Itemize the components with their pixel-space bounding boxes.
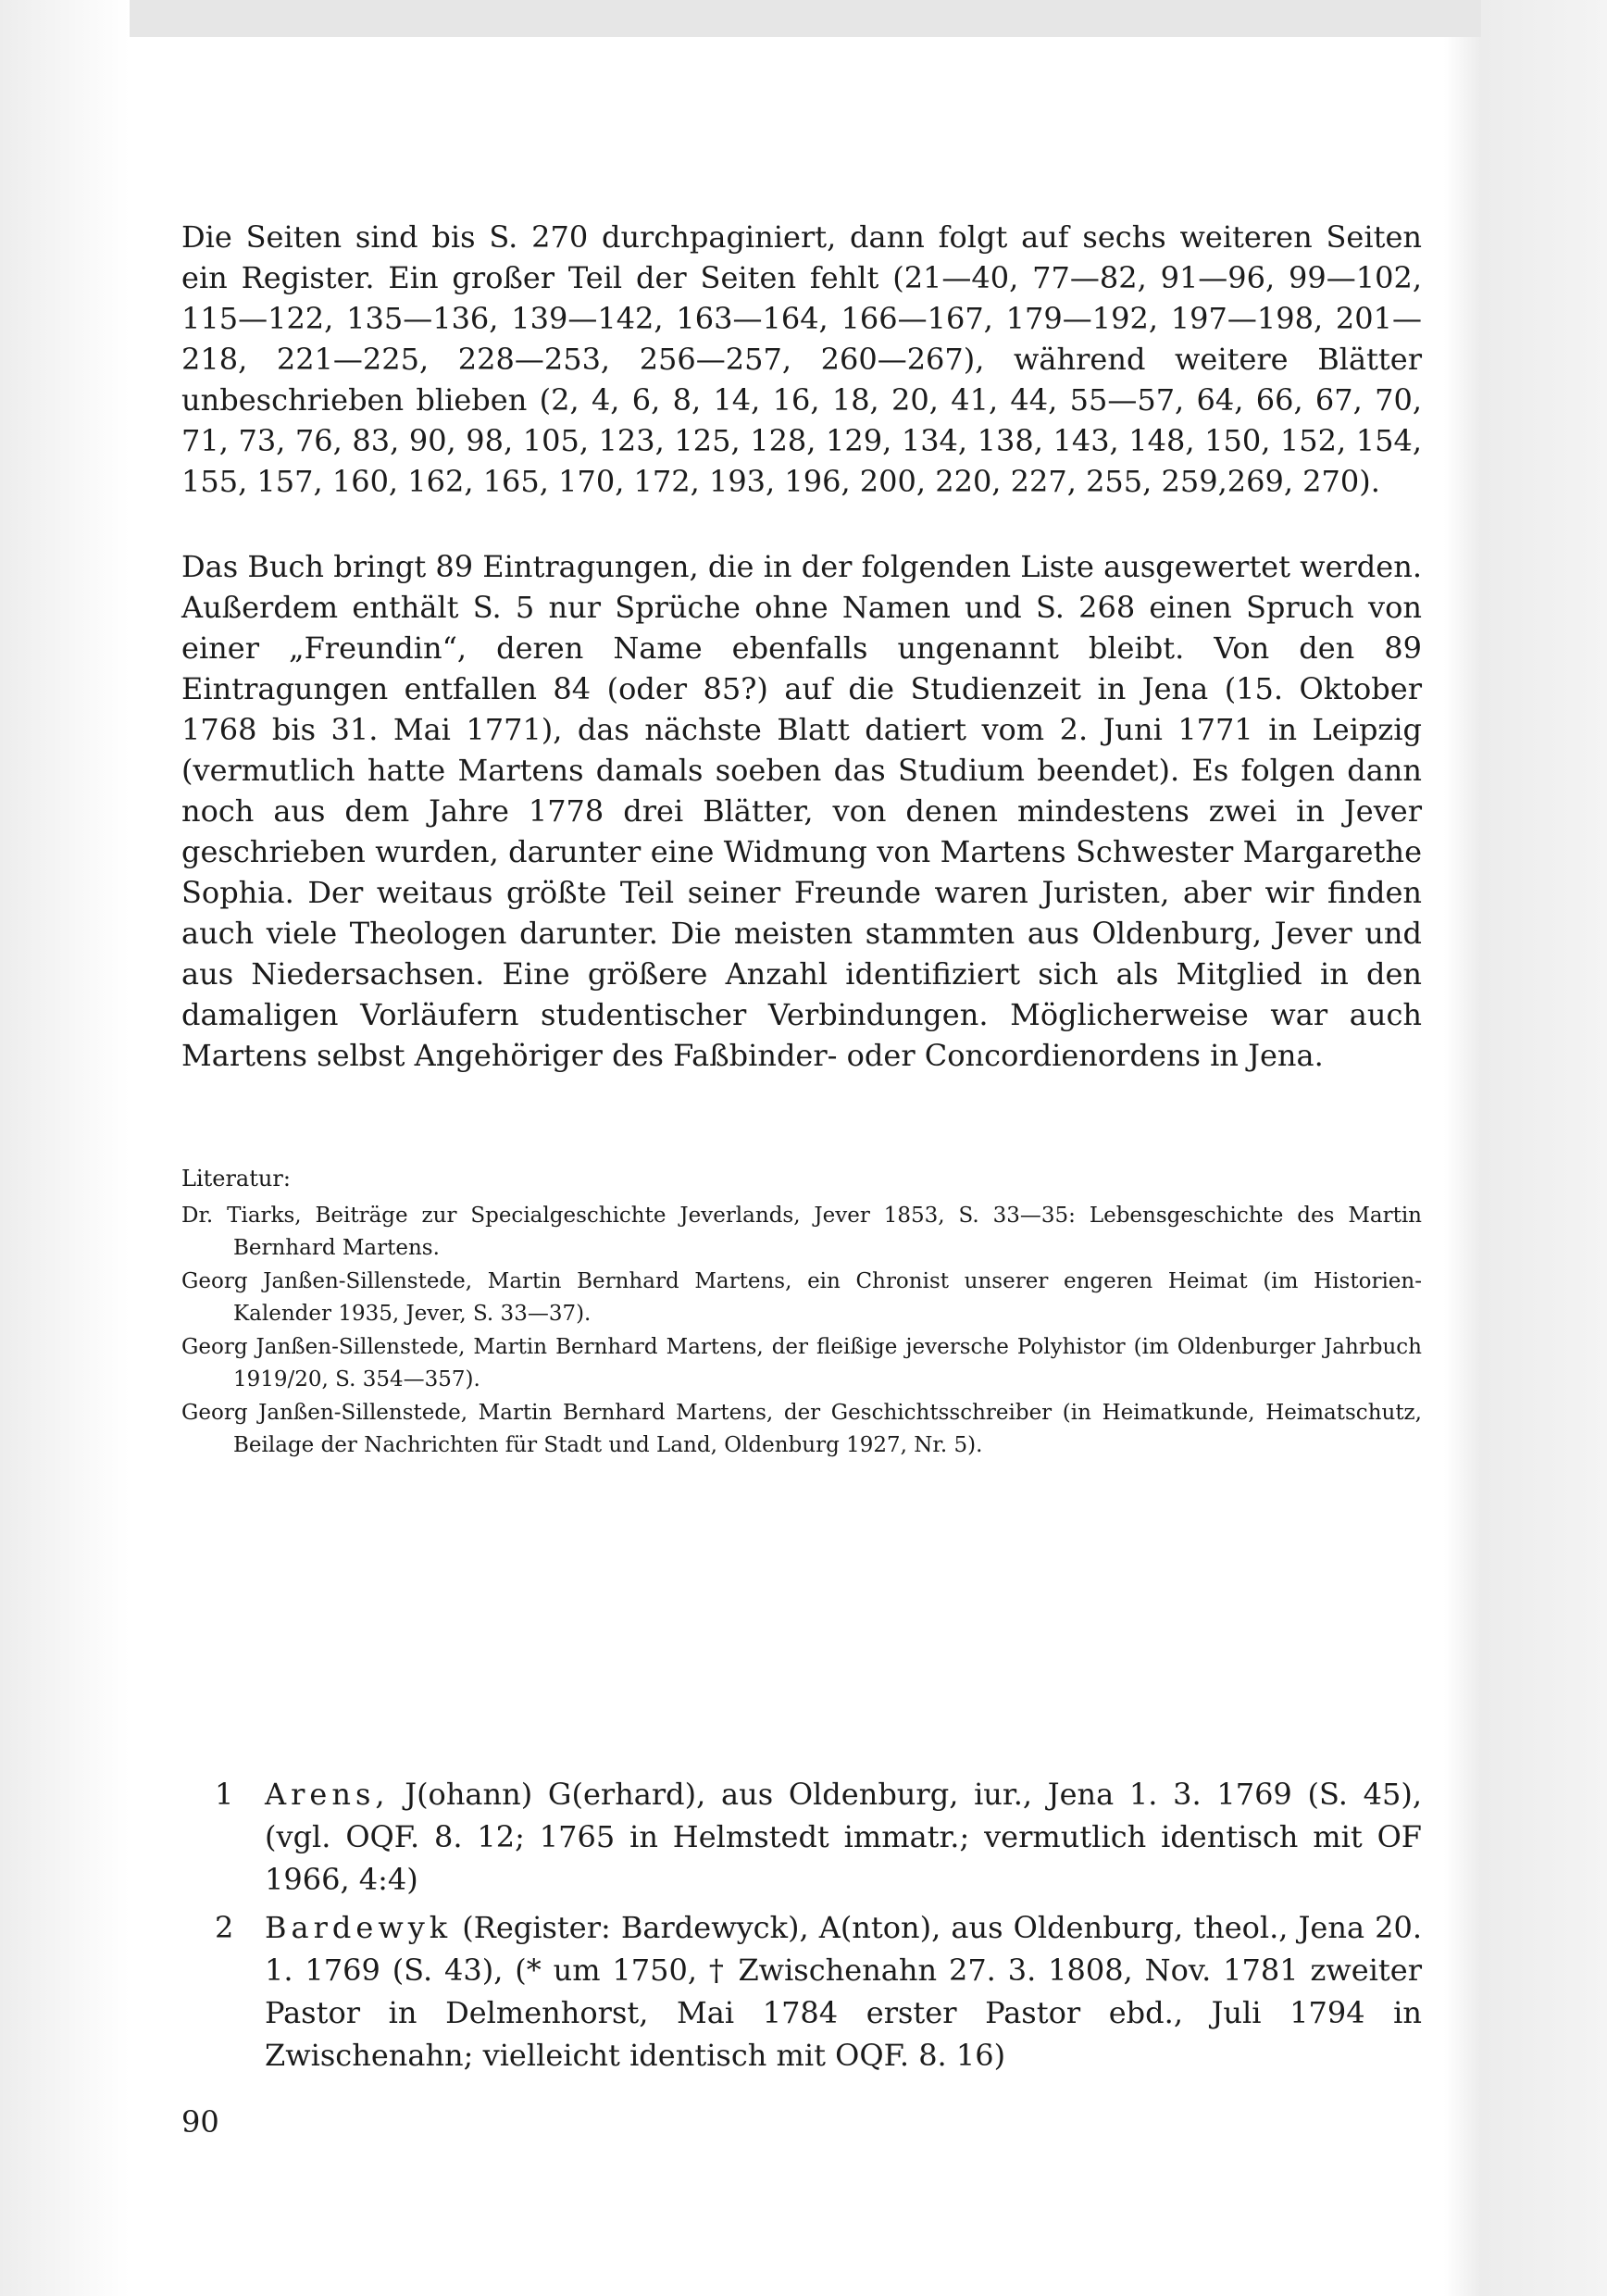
register-entry	[181, 1906, 1422, 2077]
entry-number: 1	[215, 1777, 234, 1812]
entry-name: Arens,	[265, 1777, 390, 1812]
entry-number: 2	[215, 1910, 234, 1945]
paragraph-entries-summary: Das Buch bringt 89 Eintragungen, die in der folgenden Liste ausgewertet werden. Außerdem enthält S. 5 nur Sprüche ohne Namen und S. 268 einen Spruch von einer „Freundin“, deren Name ebenfalls ungenannt bleibt. Von den 89 Eintragungen entfallen 84 (oder 85?) auf die Studienzeit in Jena (15. Oktober 1768 bis 31. Mai 1771), das nächste Blatt datiert vom 2. Juni 1771 in Leipzig (vermutlich hatte Martens damals soeben das Studium beendet). Es folgen dann noch aus dem Jahre 1778 drei Blätter, von denen mindestens zwei in Jever geschrieben wurden, darunter eine Widmung von Martens Schwester Margarethe Sophia. Der weitaus größte Teil seiner Freunde waren Juristen, aber wir finden auch viele Theologen darunter. Die meisten stammten aus Oldenburg, Jever und aus Niedersachsen. Eine größere Anzahl identifiziert sich als Mitglied in den damaligen Vorläufern studentischer Verbindungen. Möglicherweise war auch Martens selbst Angehöriger des Faßbinder- oder Concordienordens in Jena.	[181, 549, 1422, 1073]
literature-list	[181, 1200, 1422, 1463]
literature-item: Georg Janßen-Sillenstede, Martin Bernhard Martens, der Geschichtsschreiber (in Heimatkunde, Heimatschutz, Beilage der Nachrichten für Stadt und Land, Oldenburg 1927, Nr. 5).	[181, 1401, 1422, 1457]
entry-name: Bardewyk	[265, 1910, 453, 1945]
paragraph-page-description: Die Seiten sind bis S. 270 durchpaginiert, dann folgt auf sechs weiteren Seiten ein Register. Ein großer Teil der Seiten fehlt (21—40, 77—82, 91—96, 99—102, 115—122, 135—136, 139—142, 163—164, 166—167, 179—192, 197—198, 201—218, 221—225, 228—253, 256—257, 260—267), während weitere Blätter unbeschrieben blieben (2, 4, 6, 8, 14, 16, 18, 20, 41, 44, 55—57, 64, 66, 67, 70, 71, 73, 76, 83, 90, 98, 105, 123, 125, 128, 129, 134, 138, 143, 148, 150, 152, 154, 155, 157, 160, 162, 165, 170, 172, 193, 196, 200, 220, 227, 255, 259,269, 270).	[181, 219, 1422, 499]
literature-heading: Literatur:	[181, 1166, 291, 1192]
literature-item: Georg Janßen-Sillenstede, Martin Bernhard Martens, der fleißige jeversche Polyhistor (im Oldenburger Jahrbuch 1919/20, S. 354—357).	[181, 1335, 1422, 1391]
register-entries	[181, 1773, 1422, 2082]
literature-item: Georg Janßen-Sillenstede, Martin Bernhard Martens, ein Chronist unserer engeren Heimat (im Historien-Kalender 1935, Jever, S. 33—37).	[181, 1269, 1422, 1326]
entry-text: (Register: Bardewyck), A(nton), aus Oldenburg, theol., Jena 20. 1. 1769 (S. 43), (* um 1750, † Zwischenahn 27. 3. 1808, Nov. 1781 zweiter Pastor in Delmenhorst, Mai 1784 erster Pastor ebd., Juli 1794 in Zwischenahn; vielleicht identisch mit OQF. 8. 16)	[265, 1910, 1422, 2073]
page-number: 90	[181, 2104, 219, 2140]
scan-top-shadow	[130, 0, 1481, 37]
register-entry	[181, 1773, 1422, 1901]
entry-text: J(ohann) G(erhard), aus Oldenburg, iur., Jena 1. 3. 1769 (S. 45), (vgl. OQF. 8. 12; 1765 in Helmstedt immatr.; vermutlich identisch mit OF 1966, 4:4)	[265, 1777, 1422, 1897]
literature-item: Dr. Tiarks, Beiträge zur Specialgeschichte Jeverlands, Jever 1853, S. 33—35: Lebensgeschichte des Martin Bernhard Martens.	[181, 1204, 1422, 1260]
